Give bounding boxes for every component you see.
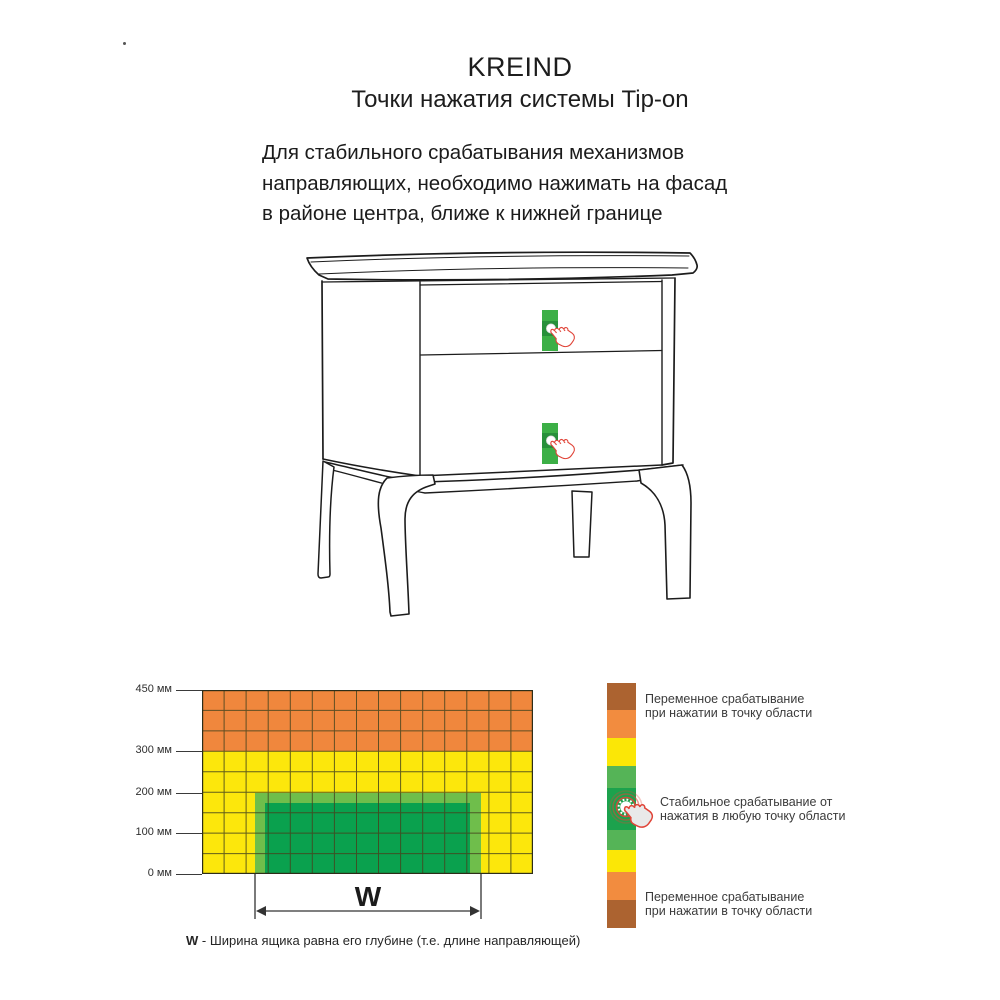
- legend-bar-segment-bar_brown: [607, 683, 636, 710]
- intro-line-3: в районе центра, ближе к нижней границе: [262, 202, 663, 225]
- axis-label-0: 0 мм: [147, 867, 172, 879]
- axis-tick: [176, 751, 202, 752]
- axis-label-300: 300 мм: [135, 744, 172, 756]
- intro-line-1: Для стабильного срабатывания механизмов: [262, 141, 685, 164]
- nightstand-illustration: [295, 243, 705, 633]
- caption-w: W: [186, 933, 199, 948]
- width-label: W: [354, 881, 382, 912]
- zone-green-core: [265, 803, 470, 874]
- press-indicator-top-drawer: [542, 310, 577, 351]
- legend-top-text: [645, 692, 812, 720]
- axis-tick: [176, 874, 202, 875]
- legend-bar-segment-bar_yellow: [607, 738, 636, 766]
- diagram-caption: [186, 933, 580, 948]
- axis-tick: [176, 833, 202, 834]
- legend-bar-segment-bar_brown: [607, 900, 636, 928]
- legend-bottom-line-1: Переменное срабатывание: [645, 890, 805, 904]
- print-speck: [123, 42, 126, 45]
- axis-label-100: 100 мм: [135, 826, 172, 838]
- legend-middle-text: [660, 795, 845, 823]
- legend-bottom-text: [645, 890, 812, 918]
- legend-bar-segment-bar_yellow: [607, 850, 636, 872]
- axis-label-200: 200 мм: [135, 786, 172, 798]
- press-zone-grid: [202, 690, 533, 874]
- page-title: KREIND: [467, 52, 573, 82]
- legend-top-line-1: Переменное срабатывание: [645, 692, 805, 706]
- axis-label-450: 450 мм: [135, 683, 172, 695]
- front-right-leg: [639, 465, 691, 599]
- legend-bar-segment-bar_orange: [607, 710, 636, 738]
- intro-paragraph: [262, 138, 782, 230]
- axis-tick: [176, 690, 202, 691]
- legend-middle-line-2: нажатия в любую точку области: [660, 809, 846, 823]
- nightstand-top: [307, 252, 697, 280]
- zone-orange: [202, 690, 533, 751]
- legend-middle-line-1: Стабильное срабатывание от: [660, 795, 833, 809]
- nightstand-body: [322, 278, 675, 476]
- press-indicator-bottom-drawer: [542, 423, 577, 464]
- axis-tick: [176, 793, 202, 794]
- legend-bar-segment-bar_orange: [607, 872, 636, 900]
- page-subtitle: Точки нажатия системы Tip-on: [351, 86, 689, 113]
- caption-text: - Ширина ящика равна его глубине (т.е. длине направляющей): [198, 933, 581, 948]
- rear-left-leg: [318, 461, 334, 578]
- legend-press-icon: [598, 780, 662, 844]
- rear-right-leg: [572, 491, 592, 557]
- nightstand-legs: [318, 461, 691, 616]
- intro-line-2: направляющих, необходимо нажимать на фасад: [262, 171, 728, 195]
- legend-bottom-line-2: при нажатии в точку области: [645, 904, 813, 918]
- legend-top-line-2: при нажатии в точку области: [645, 706, 813, 720]
- front-left-leg: [378, 475, 435, 616]
